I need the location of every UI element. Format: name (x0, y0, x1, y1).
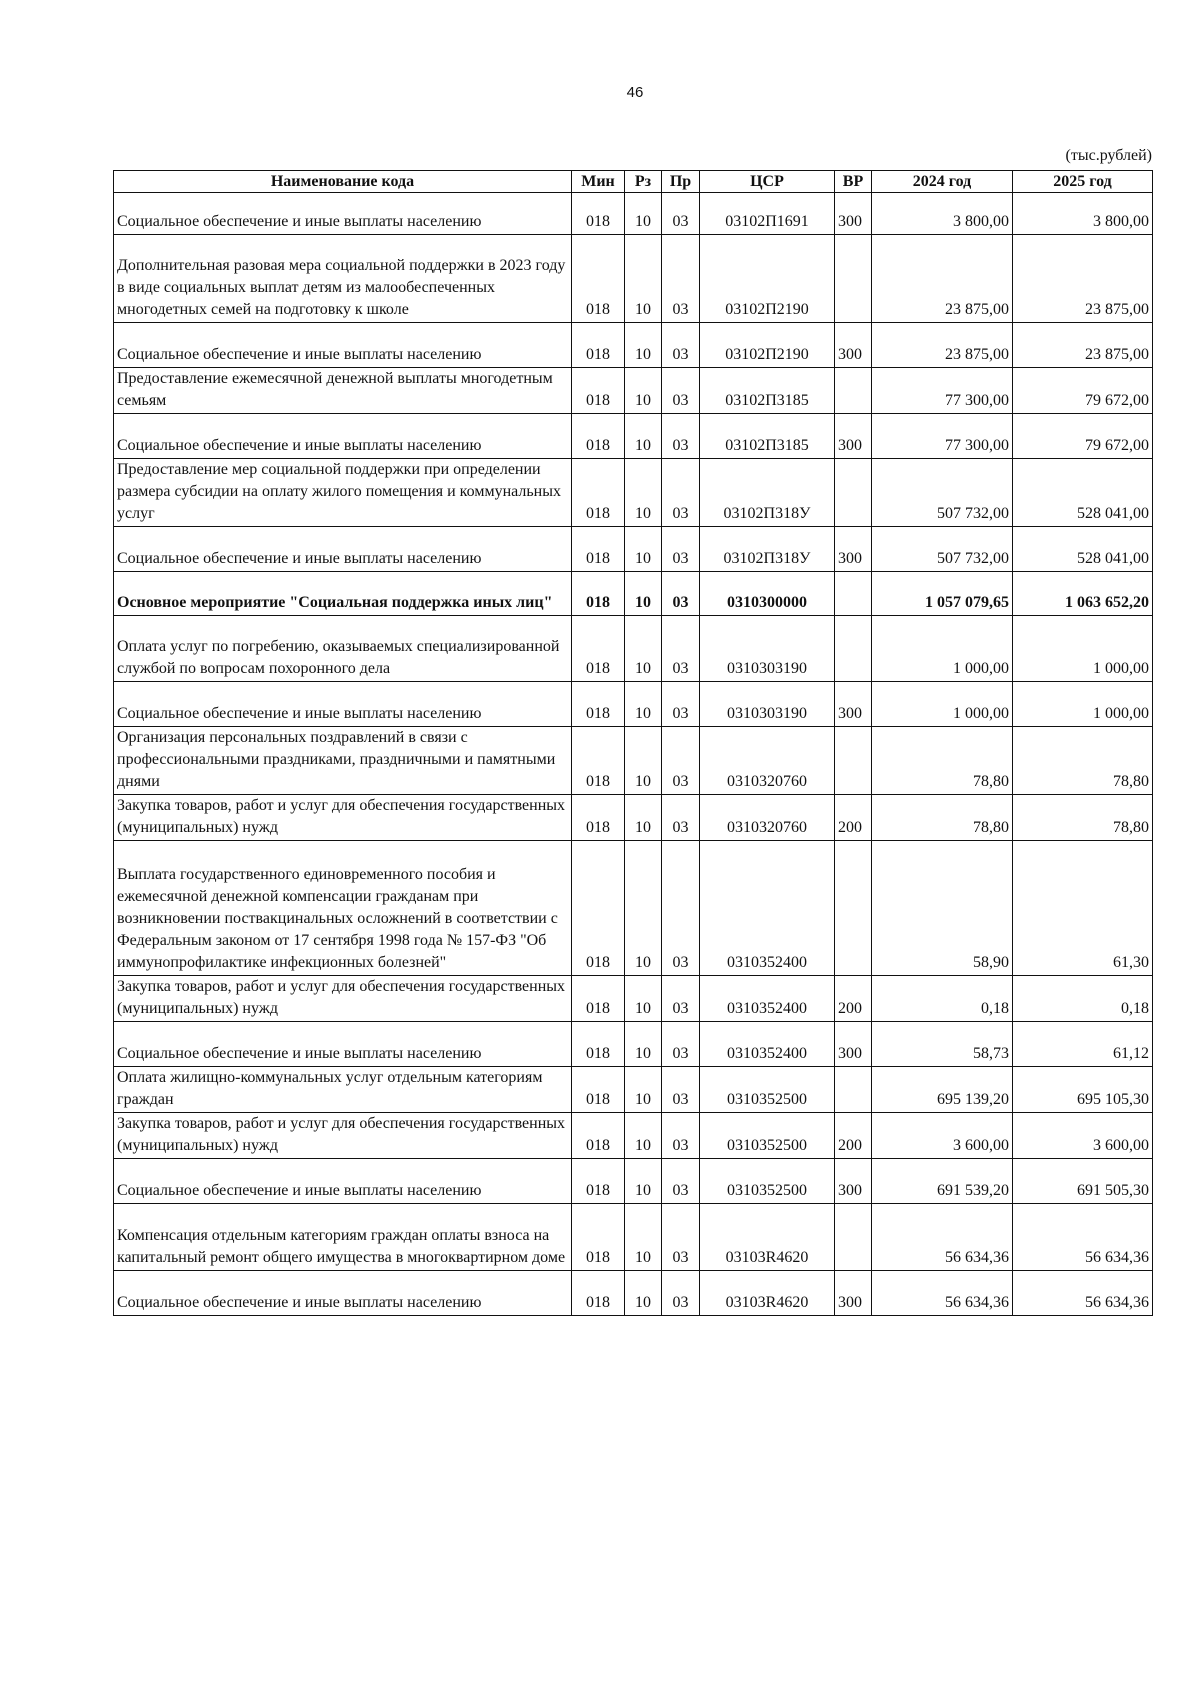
cell-rz: 10 (625, 795, 662, 841)
table-row (114, 1159, 1153, 1204)
cell-pr: 03 (662, 1113, 700, 1159)
cell-pr: 03 (662, 616, 700, 682)
cell-csr: 0310300000 (700, 572, 835, 616)
cell-2025: 0,18 (1013, 976, 1153, 1022)
cell-vr (835, 235, 872, 323)
table-row (114, 616, 1153, 682)
cell-name: Предоставление мер социальной поддержки при определении размера субсидии на оплату жилого помещения и коммунальных услуг (114, 459, 572, 527)
cell-2025: 1 000,00 (1013, 682, 1153, 727)
cell-name: Закупка товаров, работ и услуг для обеспечения государственных (муниципальных) нужд (114, 1113, 572, 1159)
page-number: 46 (626, 84, 644, 101)
cell-name: Социальное обеспечение и иные выплаты населению (114, 1022, 572, 1067)
cell-pr: 03 (662, 572, 700, 616)
cell-name: Основное мероприятие "Социальная поддержка иных лиц" (114, 572, 572, 616)
table-row (114, 193, 1153, 235)
cell-2024: 58,90 (872, 841, 1013, 976)
cell-csr: 0310352500 (700, 1113, 835, 1159)
cell-2024: 23 875,00 (872, 323, 1013, 368)
table-row (114, 727, 1153, 795)
cell-pr: 03 (662, 323, 700, 368)
cell-2024: 695 139,20 (872, 1067, 1013, 1113)
cell-2024: 507 732,00 (872, 527, 1013, 572)
table-row (114, 1204, 1153, 1271)
cell-pr: 03 (662, 841, 700, 976)
cell-pr: 03 (662, 368, 700, 414)
table-row (114, 459, 1153, 527)
cell-csr: 0310303190 (700, 682, 835, 727)
cell-csr: 0310352400 (700, 1022, 835, 1067)
cell-2025: 528 041,00 (1013, 459, 1153, 527)
cell-2025: 56 634,36 (1013, 1204, 1153, 1271)
cell-2024: 3 800,00 (872, 193, 1013, 235)
cell-2025: 79 672,00 (1013, 414, 1153, 459)
cell-pr: 03 (662, 1159, 700, 1204)
cell-2025: 3 800,00 (1013, 193, 1153, 235)
cell-vr (835, 1067, 872, 1113)
cell-vr (835, 459, 872, 527)
cell-2024: 78,80 (872, 727, 1013, 795)
cell-csr: 0310352500 (700, 1067, 835, 1113)
cell-name: Оплата услуг по погребению, оказываемых специализированной службой по вопросам похоронного дела (114, 616, 572, 682)
cell-vr: 300 (835, 323, 872, 368)
cell-rz: 10 (625, 193, 662, 235)
cell-vr (835, 727, 872, 795)
table-row (114, 527, 1153, 572)
cell-min: 018 (572, 527, 625, 572)
cell-min: 018 (572, 414, 625, 459)
cell-2024: 691 539,20 (872, 1159, 1013, 1204)
cell-name: Закупка товаров, работ и услуг для обеспечения государственных (муниципальных) нужд (114, 795, 572, 841)
cell-pr: 03 (662, 1271, 700, 1316)
cell-2024: 0,18 (872, 976, 1013, 1022)
cell-pr: 03 (662, 795, 700, 841)
cell-min: 018 (572, 727, 625, 795)
cell-csr: 0310303190 (700, 616, 835, 682)
cell-2025: 78,80 (1013, 795, 1153, 841)
cell-vr: 200 (835, 795, 872, 841)
cell-min: 018 (572, 976, 625, 1022)
cell-2024: 58,73 (872, 1022, 1013, 1067)
cell-2025: 61,30 (1013, 841, 1153, 976)
cell-rz: 10 (625, 727, 662, 795)
cell-csr: 03102П1691 (700, 193, 835, 235)
table-row (114, 235, 1153, 323)
cell-name: Компенсация отдельным категориям граждан оплаты взноса на капитальный ремонт общего имущества в многоквартирном доме (114, 1204, 572, 1271)
cell-rz: 10 (625, 323, 662, 368)
cell-csr: 0310320760 (700, 727, 835, 795)
cell-pr: 03 (662, 193, 700, 235)
table-row (114, 323, 1153, 368)
cell-vr (835, 368, 872, 414)
cell-name: Социальное обеспечение и иные выплаты населению (114, 414, 572, 459)
cell-rz: 10 (625, 1159, 662, 1204)
cell-vr: 200 (835, 976, 872, 1022)
table-row (114, 795, 1153, 841)
cell-vr (835, 841, 872, 976)
table-row (114, 1113, 1153, 1159)
cell-rz: 10 (625, 527, 662, 572)
cell-2025: 695 105,30 (1013, 1067, 1153, 1113)
cell-name: Социальное обеспечение и иные выплаты населению (114, 323, 572, 368)
cell-name: Социальное обеспечение и иные выплаты населению (114, 527, 572, 572)
cell-name: Организация персональных поздравлений в связи с профессиональными праздниками, праздничными и памятными днями (114, 727, 572, 795)
cell-vr (835, 1204, 872, 1271)
cell-pr: 03 (662, 527, 700, 572)
cell-name: Закупка товаров, работ и услуг для обеспечения государственных (муниципальных) нужд (114, 976, 572, 1022)
cell-pr: 03 (662, 682, 700, 727)
cell-pr: 03 (662, 235, 700, 323)
cell-2025: 691 505,30 (1013, 1159, 1153, 1204)
cell-2024: 1 000,00 (872, 682, 1013, 727)
cell-rz: 10 (625, 1113, 662, 1159)
cell-2025: 3 600,00 (1013, 1113, 1153, 1159)
cell-vr: 300 (835, 527, 872, 572)
cell-vr (835, 572, 872, 616)
cell-min: 018 (572, 1022, 625, 1067)
table-row (114, 1271, 1153, 1316)
cell-rz: 10 (625, 1022, 662, 1067)
table-row (114, 976, 1153, 1022)
cell-min: 018 (572, 1204, 625, 1271)
col-header-pr: Пр (662, 171, 700, 193)
cell-csr: 03102П2190 (700, 235, 835, 323)
cell-pr: 03 (662, 1067, 700, 1113)
cell-2024: 77 300,00 (872, 414, 1013, 459)
table-header-row (114, 171, 1153, 193)
cell-rz: 10 (625, 616, 662, 682)
cell-2025: 79 672,00 (1013, 368, 1153, 414)
cell-rz: 10 (625, 841, 662, 976)
table-body (114, 193, 1153, 1316)
cell-2025: 61,12 (1013, 1022, 1153, 1067)
table-row (114, 368, 1153, 414)
cell-2024: 507 732,00 (872, 459, 1013, 527)
table-row (114, 414, 1153, 459)
cell-rz: 10 (625, 414, 662, 459)
cell-csr: 03102П2190 (700, 323, 835, 368)
cell-min: 018 (572, 795, 625, 841)
cell-name: Предоставление ежемесячной денежной выплаты многодетным семьям (114, 368, 572, 414)
col-header-2025: 2025 год (1013, 171, 1153, 193)
cell-csr: 0310352400 (700, 841, 835, 976)
cell-rz: 10 (625, 1271, 662, 1316)
cell-pr: 03 (662, 1022, 700, 1067)
cell-2025: 1 063 652,20 (1013, 572, 1153, 616)
col-header-vr: ВР (835, 171, 872, 193)
cell-csr: 0310352500 (700, 1159, 835, 1204)
cell-min: 018 (572, 1159, 625, 1204)
cell-vr: 300 (835, 682, 872, 727)
cell-vr: 300 (835, 1159, 872, 1204)
col-header-rz: Рз (625, 171, 662, 193)
cell-min: 018 (572, 459, 625, 527)
cell-min: 018 (572, 1271, 625, 1316)
table-row (114, 841, 1153, 976)
cell-rz: 10 (625, 572, 662, 616)
cell-min: 018 (572, 682, 625, 727)
cell-csr: 03102П318У (700, 527, 835, 572)
cell-vr: 200 (835, 1113, 872, 1159)
cell-2024: 56 634,36 (872, 1271, 1013, 1316)
cell-2025: 528 041,00 (1013, 527, 1153, 572)
cell-2025: 56 634,36 (1013, 1271, 1153, 1316)
cell-2024: 23 875,00 (872, 235, 1013, 323)
cell-name: Социальное обеспечение и иные выплаты населению (114, 1159, 572, 1204)
cell-rz: 10 (625, 235, 662, 323)
cell-2025: 23 875,00 (1013, 323, 1153, 368)
cell-csr: 03102П3185 (700, 368, 835, 414)
cell-min: 018 (572, 572, 625, 616)
cell-name: Социальное обеспечение и иные выплаты населению (114, 1271, 572, 1316)
cell-csr: 03103R4620 (700, 1271, 835, 1316)
cell-2024: 78,80 (872, 795, 1013, 841)
cell-2024: 77 300,00 (872, 368, 1013, 414)
cell-csr: 03102П3185 (700, 414, 835, 459)
cell-vr: 300 (835, 414, 872, 459)
cell-2025: 78,80 (1013, 727, 1153, 795)
cell-name: Оплата жилищно-коммунальных услуг отдельным категориям граждан (114, 1067, 572, 1113)
cell-rz: 10 (625, 682, 662, 727)
cell-2024: 1 000,00 (872, 616, 1013, 682)
cell-rz: 10 (625, 1204, 662, 1271)
cell-name: Социальное обеспечение и иные выплаты населению (114, 193, 572, 235)
cell-2024: 3 600,00 (872, 1113, 1013, 1159)
col-header-name: Наименование кода (114, 171, 572, 193)
table-row (114, 1067, 1153, 1113)
units-label: (тыс.рублей) (1065, 147, 1152, 164)
cell-min: 018 (572, 193, 625, 235)
cell-name: Дополнительная разовая мера социальной поддержки в 2023 году в виде социальных выплат детям из малообеспеченных многодетных семей на подготовку к школе (114, 235, 572, 323)
cell-min: 018 (572, 323, 625, 368)
cell-2025: 1 000,00 (1013, 616, 1153, 682)
cell-pr: 03 (662, 727, 700, 795)
cell-min: 018 (572, 841, 625, 976)
budget-table (113, 170, 1153, 1316)
table-row (114, 1022, 1153, 1067)
cell-csr: 03102П318У (700, 459, 835, 527)
cell-min: 018 (572, 235, 625, 323)
cell-vr: 300 (835, 193, 872, 235)
cell-pr: 03 (662, 414, 700, 459)
cell-rz: 10 (625, 1067, 662, 1113)
cell-csr: 0310320760 (700, 795, 835, 841)
cell-2024: 1 057 079,65 (872, 572, 1013, 616)
cell-vr: 300 (835, 1271, 872, 1316)
cell-2025: 23 875,00 (1013, 235, 1153, 323)
col-header-2024: 2024 год (872, 171, 1013, 193)
table-row (114, 572, 1153, 616)
cell-vr: 300 (835, 1022, 872, 1067)
col-header-csr: ЦСР (700, 171, 835, 193)
cell-name: Социальное обеспечение и иные выплаты населению (114, 682, 572, 727)
table-row (114, 682, 1153, 727)
cell-min: 018 (572, 616, 625, 682)
cell-csr: 0310352400 (700, 976, 835, 1022)
cell-2024: 56 634,36 (872, 1204, 1013, 1271)
cell-pr: 03 (662, 976, 700, 1022)
cell-pr: 03 (662, 459, 700, 527)
cell-vr (835, 616, 872, 682)
cell-min: 018 (572, 368, 625, 414)
cell-name: Выплата государственного единовременного пособия и ежемесячной денежной компенсации гражданам при возникновении поствакцинальных осложнений в соответствии с Федеральным законом от 17 сентября 1998 года № 157-ФЗ "Об иммунопрофилактике инфекционных болезней" (114, 841, 572, 976)
cell-min: 018 (572, 1113, 625, 1159)
cell-csr: 03103R4620 (700, 1204, 835, 1271)
cell-rz: 10 (625, 459, 662, 527)
cell-min: 018 (572, 1067, 625, 1113)
cell-rz: 10 (625, 368, 662, 414)
cell-pr: 03 (662, 1204, 700, 1271)
col-header-min: Мин (572, 171, 625, 193)
cell-rz: 10 (625, 976, 662, 1022)
